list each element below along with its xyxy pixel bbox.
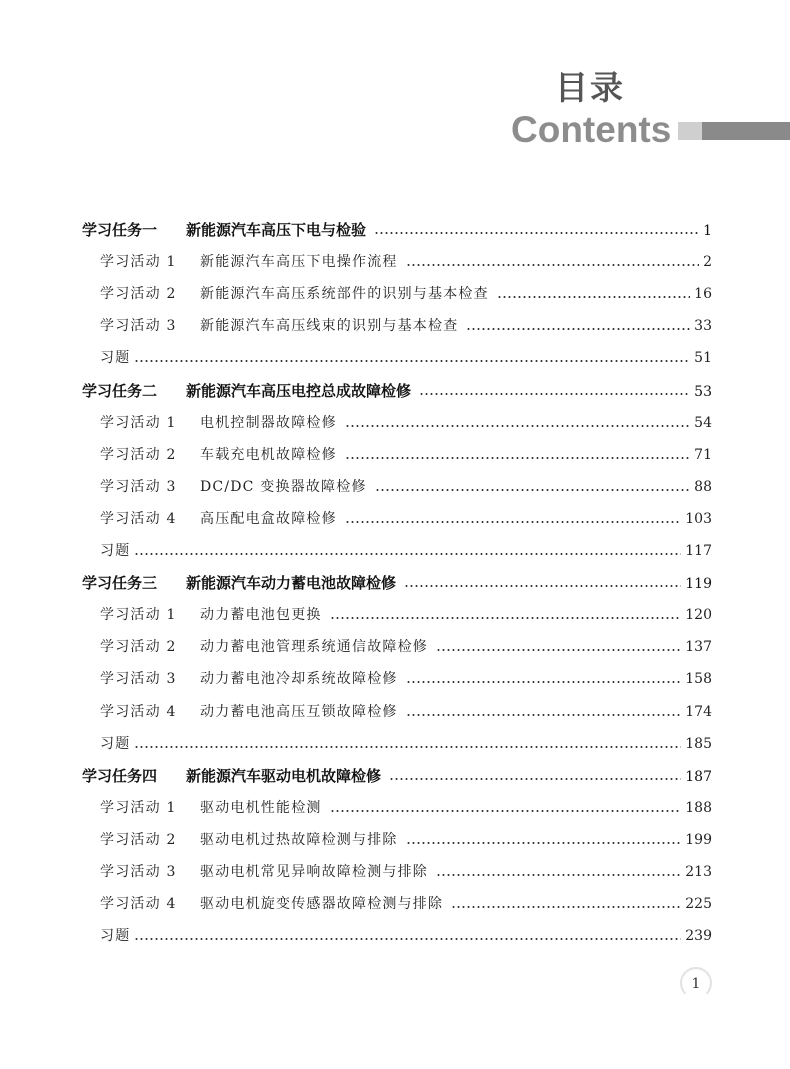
- toc-leader-dots: [466, 328, 690, 330]
- toc-entry-page: 188: [685, 799, 712, 816]
- toc-entry-title: 新能源汽车高压下电操作流程: [200, 254, 398, 271]
- toc-entry-activity[interactable]: [100, 698, 712, 726]
- toc-entry-title: 新能源汽车高压电控总成故障检修: [186, 381, 412, 400]
- toc-entry-label: 学习任务四: [82, 766, 158, 785]
- toc-entry-title: 动力蓄电池包更换: [200, 607, 322, 624]
- toc-entry-title: 新能源汽车动力蓄电池故障检修: [186, 574, 397, 593]
- toc-leader-dots: [134, 938, 681, 940]
- toc-entry-label: 学习活动 3: [100, 864, 177, 880]
- toc-entry-page: 185: [685, 735, 712, 752]
- toc-entry-page: 53: [694, 383, 712, 400]
- toc-entry-label: 学习活动 4: [100, 510, 177, 527]
- toc-entry-activity[interactable]: [100, 441, 712, 469]
- toc-leader-dots: [330, 810, 682, 812]
- toc-leader-dots: [134, 746, 681, 748]
- toc-entry-label: 学习活动 2: [100, 286, 177, 303]
- toc-entry-page: 120: [685, 607, 712, 624]
- toc-leader-dots: [497, 296, 690, 298]
- toc-entry-title: 动力蓄电池管理系统通信故障检修: [200, 639, 428, 656]
- toc-leader-dots: [134, 553, 681, 555]
- toc-entry-task[interactable]: [82, 377, 712, 405]
- toc-entry-task[interactable]: [82, 762, 712, 790]
- toc-entry-title: 动力蓄电池高压互锁故障检修: [200, 703, 398, 720]
- toc-entry-activity[interactable]: [100, 826, 712, 854]
- page-title-cn: 目录: [555, 68, 625, 107]
- toc-leader-dots: [345, 425, 690, 427]
- toc-entry-label: 学习任务一: [82, 221, 158, 239]
- toc-entry-label: 学习活动 2: [100, 831, 177, 848]
- toc-entry-title: 驱动电机性能检测: [200, 799, 322, 816]
- toc-entry-activity[interactable]: [100, 890, 712, 918]
- page-title-en: Contents: [511, 109, 672, 150]
- title-decoration-bar: [678, 122, 790, 140]
- toc-leader-dots: [345, 521, 681, 523]
- toc-entry-title: 新能源汽车驱动电机故障检修: [186, 766, 382, 785]
- toc-entry-title: DC/DC 变换器故障检修: [200, 478, 367, 495]
- toc-entry-page: 54: [694, 414, 712, 431]
- toc-entry-title: 驱动电机过热故障检测与排除: [200, 831, 398, 848]
- toc-entry-title: 新能源汽车高压下电与检验: [186, 221, 367, 239]
- toc-entry-activity[interactable]: [100, 312, 712, 340]
- toc-entry-activity[interactable]: [100, 505, 712, 533]
- toc-entry-page: 213: [685, 864, 712, 880]
- toc-leader-dots: [345, 457, 690, 459]
- toc-entry-label: 学习活动 3: [100, 671, 177, 688]
- toc-entry-label: 习题: [100, 928, 131, 945]
- toc-leader-dots: [375, 489, 691, 491]
- toc-entry-page: 187: [685, 768, 712, 785]
- toc-entry-page: 103: [685, 510, 712, 527]
- toc-entry-page: 33: [694, 318, 712, 335]
- toc-leader-dots: [419, 393, 690, 395]
- toc-leader-dots: [374, 232, 699, 234]
- toc-entry-title: 驱动电机旋变传感器故障检测与排除: [200, 896, 444, 913]
- toc-entry-page: 174: [685, 703, 712, 720]
- toc-entry-page: 137: [685, 639, 712, 656]
- toc-entry-label: 学习活动 2: [100, 639, 177, 656]
- toc-entry-activity[interactable]: [100, 409, 712, 437]
- toc-entry-title: 动力蓄电池冷却系统故障检修: [200, 671, 398, 688]
- toc-entry-task[interactable]: [82, 569, 712, 597]
- toc-entry-title: 新能源汽车高压系统部件的识别与基本检查: [200, 286, 489, 303]
- toc-entry-label: 学习活动 1: [100, 607, 177, 624]
- toc-entry-label: 习题: [100, 735, 131, 752]
- toc-entry-label: 习题: [100, 350, 131, 367]
- toc-entry-page: 88: [694, 478, 712, 495]
- toc-entry-activity[interactable]: [100, 665, 712, 693]
- toc-leader-dots: [406, 681, 682, 683]
- toc-entry-label: 学习活动 3: [100, 318, 177, 335]
- toc-entry-label: 学习活动 2: [100, 446, 177, 463]
- toc-entry-title: 车载充电机故障检修: [200, 446, 337, 463]
- toc-entry-label: 学习活动 1: [100, 254, 177, 271]
- toc-leader-dots: [134, 360, 690, 362]
- toc-entry-activity[interactable]: [100, 633, 712, 661]
- toc-entry-exercise[interactable]: [100, 922, 712, 950]
- toc-leader-dots: [436, 874, 681, 876]
- page-number-badge: 1: [680, 967, 712, 999]
- toc-entry-page: 51: [694, 350, 712, 367]
- toc-entry-title: 电机控制器故障检修: [200, 414, 337, 431]
- toc-leader-dots: [436, 649, 681, 651]
- toc-entry-page: 239: [685, 928, 712, 945]
- toc-entry-page: 117: [685, 543, 712, 559]
- toc-entry-page: 199: [685, 831, 712, 848]
- toc-entry-label: 学习活动 1: [100, 414, 177, 431]
- toc-entry-title: 高压配电盒故障检修: [200, 510, 337, 527]
- toc-entry-task[interactable]: [82, 216, 712, 244]
- toc-entry-label: 学习任务二: [82, 381, 158, 400]
- toc-leader-dots: [406, 714, 682, 716]
- toc-leader-dots: [406, 264, 699, 266]
- toc-entry-title: 新能源汽车高压线束的识别与基本检查: [200, 318, 459, 335]
- toc-entry-page: 16: [694, 286, 712, 303]
- toc-entry-activity[interactable]: [100, 601, 712, 629]
- toc-entry-exercise[interactable]: [100, 730, 712, 758]
- toc-entry-page: 158: [685, 671, 712, 688]
- toc-leader-dots: [389, 778, 681, 780]
- toc-entry-page: 119: [685, 576, 712, 593]
- toc-entry-label: 学习活动 4: [100, 703, 177, 720]
- toc-leader-dots: [451, 906, 681, 908]
- toc-entry-exercise[interactable]: [100, 344, 712, 372]
- toc-entry-label: 学习活动 3: [100, 478, 177, 495]
- toc-leader-dots: [330, 617, 682, 619]
- toc-entry-page: 1: [703, 223, 712, 239]
- toc-entry-label: 学习活动 4: [100, 896, 177, 913]
- toc-entry-label: 学习任务三: [82, 574, 158, 593]
- toc-entry-page: 71: [694, 446, 712, 463]
- toc-entry-activity[interactable]: [100, 473, 712, 501]
- toc-entry-title: 驱动电机常见异响故障检测与排除: [200, 864, 428, 880]
- toc-entry-page: 225: [685, 896, 712, 913]
- toc-entry-activity[interactable]: [100, 858, 712, 886]
- toc-leader-dots: [406, 842, 682, 844]
- toc-entry-page: 2: [703, 254, 712, 271]
- toc-entry-label: 学习活动 1: [100, 799, 177, 816]
- toc-entry-activity[interactable]: [100, 248, 712, 276]
- toc-entry-exercise[interactable]: [100, 537, 712, 565]
- toc-entry-activity[interactable]: [100, 794, 712, 822]
- toc-entry-activity[interactable]: [100, 280, 712, 308]
- toc-entry-label: 习题: [100, 543, 131, 559]
- toc-leader-dots: [404, 585, 681, 587]
